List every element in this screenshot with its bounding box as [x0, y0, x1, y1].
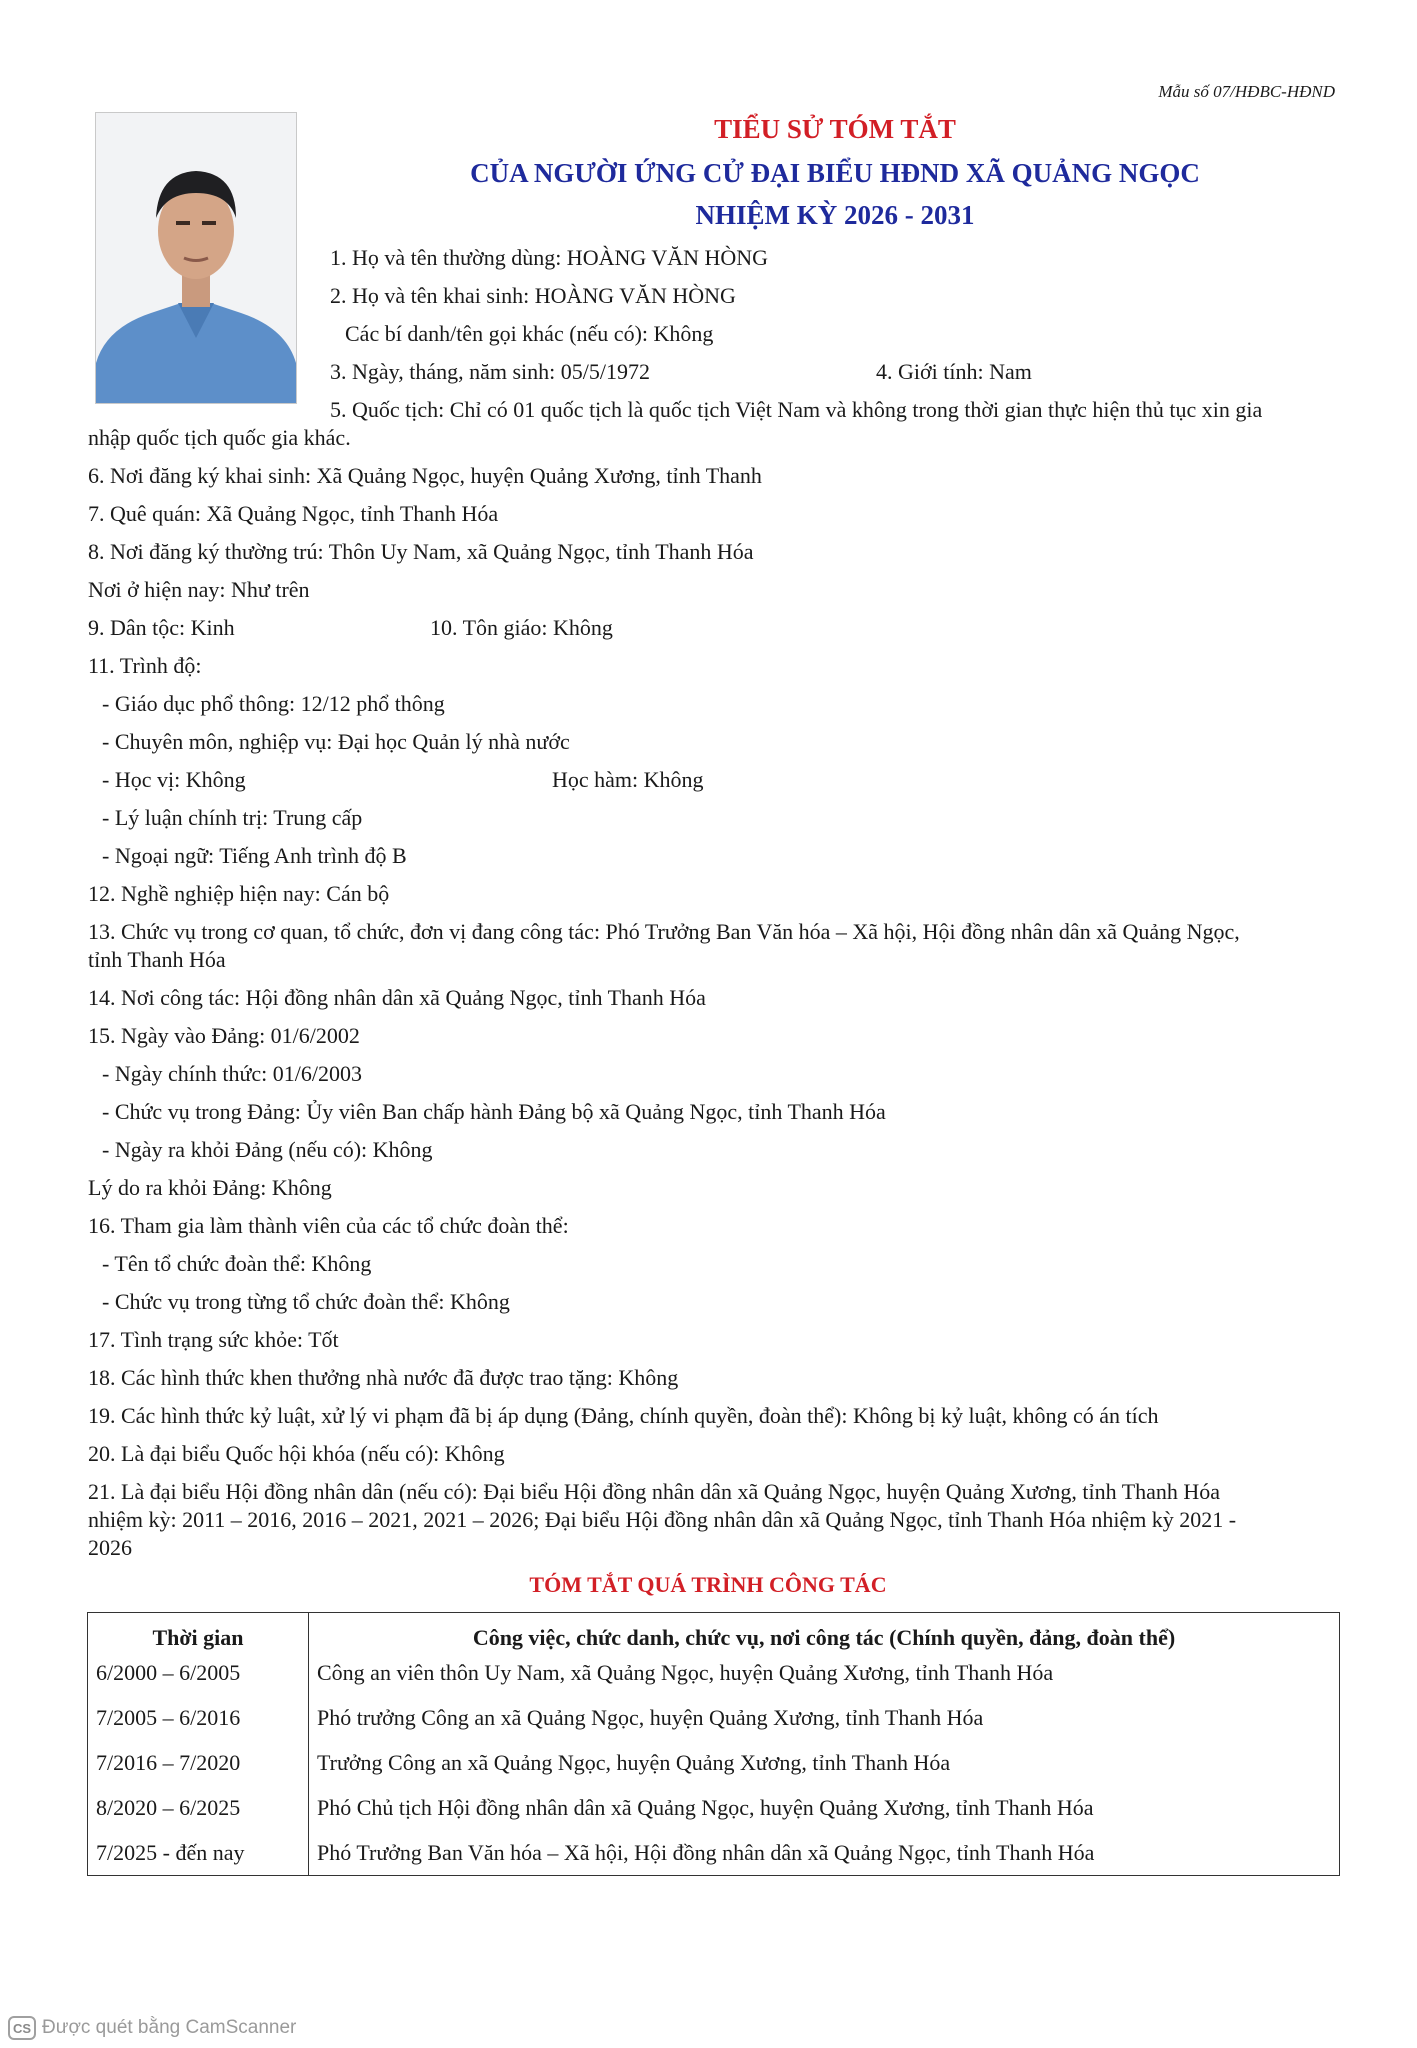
table-row: [88, 1785, 1340, 1830]
row-time: 6/2000 – 6/2005: [88, 1651, 309, 1696]
field-council-delegate-cont: nhiệm kỳ: 2011 – 2016, 2016 – 2021, 2021 – 2026; Đại biểu Hội đồng nhân dân xã Quảng Ngọc, tỉnh Thanh Hóa nhiệm kỳ 2021 -: [88, 1507, 1237, 1532]
field-party-leave-date: - Ngày ra khỏi Đảng (nếu có): Không: [102, 1137, 433, 1162]
watermark-text: Được quét bằng CamScanner: [42, 2017, 297, 2038]
field-organizations: 16. Tham gia làm thành viên của các tổ chức đoàn thể:: [88, 1213, 569, 1238]
field-occupation: 12. Nghề nghiệp hiện nay: Cán bộ: [88, 881, 390, 906]
camscanner-logo-icon: CS: [8, 2016, 36, 2040]
title-line-2: CỦA NGƯỜI ỨNG CỬ ĐẠI BIỂU HĐND XÃ QUẢNG NGỌC: [470, 158, 1200, 188]
field-birth-registration: 6. Nơi đăng ký khai sinh: Xã Quảng Ngọc, huyện Quảng Xương, tỉnh Thanh: [88, 463, 762, 488]
field-gender: 4. Giới tính: Nam: [876, 359, 1032, 384]
row-time: 7/2005 – 6/2016: [88, 1696, 309, 1741]
row-time: 7/2016 – 7/2020: [88, 1741, 309, 1786]
field-party-official-date: - Ngày chính thức: 01/6/2003: [102, 1061, 362, 1086]
camscanner-watermark: [8, 2016, 296, 2040]
table-header-row: [88, 1613, 1340, 1652]
field-awards: 18. Các hình thức khen thưởng nhà nước đã được trao tặng: Không: [88, 1365, 679, 1390]
row-time: 8/2020 – 6/2025: [88, 1785, 309, 1830]
table-row: [88, 1830, 1340, 1875]
field-workplace: 14. Nơi công tác: Hội đồng nhân dân xã Quảng Ngọc, tỉnh Thanh Hóa: [88, 985, 706, 1010]
field-degree: - Học vị: Không: [102, 767, 246, 792]
field-professional: - Chuyên môn, nghiệp vụ: Đại học Quản lý nhà nước: [102, 729, 570, 754]
table-row: [88, 1741, 1340, 1786]
title-line-3: NHIỆM KỲ 2026 - 2031: [695, 200, 975, 230]
field-current-address: Nơi ở hiện nay: Như trên: [88, 577, 310, 602]
field-birth-name: 2. Họ và tên khai sinh: HOÀNG VĂN HÒNG: [330, 283, 736, 308]
field-position-cont: tỉnh Thanh Hóa: [88, 947, 226, 972]
field-aliases: Các bí danh/tên gọi khác (nếu có): Không: [345, 321, 714, 346]
field-organization-role: - Chức vụ trong từng tổ chức đoàn thể: Không: [102, 1289, 510, 1314]
field-party-leave-reason: Lý do ra khỏi Đảng: Không: [88, 1175, 332, 1200]
work-history-title: TÓM TẮT QUÁ TRÌNH CÔNG TÁC: [529, 1572, 887, 1597]
field-health: 17. Tình trạng sức khỏe: Tốt: [88, 1327, 339, 1352]
row-position: Công an viên thôn Uy Nam, xã Quảng Ngọc, huyện Quảng Xương, tỉnh Thanh Hóa: [317, 1660, 1054, 1686]
row-position: Trưởng Công an xã Quảng Ngọc, huyện Quảng Xương, tỉnh Thanh Hóa: [317, 1749, 951, 1775]
field-general-education: - Giáo dục phổ thông: 12/12 phổ thông: [102, 691, 445, 716]
field-ethnicity: 9. Dân tộc: Kinh: [88, 615, 235, 640]
field-academic-title: Học hàm: Không: [552, 767, 704, 792]
header-time: Thời gian: [88, 1613, 309, 1652]
row-position: Phó Chủ tịch Hội đồng nhân dân xã Quảng Ngọc, huyện Quảng Xương, tỉnh Thanh Hóa: [317, 1794, 1094, 1820]
field-party-join-date: 15. Ngày vào Đảng: 01/6/2002: [88, 1023, 360, 1048]
field-discipline: 19. Các hình thức kỷ luật, xử lý vi phạm đã bị áp dụng (Đảng, chính quyền, đoàn thể): Không bị kỷ luật, không có án tích: [88, 1403, 1159, 1428]
work-history-table: [87, 1612, 1340, 1876]
field-nationality: 5. Quốc tịch: Chỉ có 01 quốc tịch là quốc tịch Việt Nam và không trong thời gian thực hiện thủ tục xin gia: [330, 397, 1263, 422]
row-position: Phó trưởng Công an xã Quảng Ngọc, huyện Quảng Xương, tỉnh Thanh Hóa: [317, 1705, 984, 1731]
field-council-delegate: 21. Là đại biểu Hội đồng nhân dân (nếu có): Đại biểu Hội đồng nhân dân xã Quảng Ngọc, huyện Quảng Xương, tỉnh Thanh Hóa: [88, 1479, 1221, 1504]
field-foreign-language: - Ngoại ngữ: Tiếng Anh trình độ B: [102, 843, 407, 868]
field-common-name: 1. Họ và tên thường dùng: HOÀNG VĂN HÒNG: [330, 245, 769, 270]
field-hometown: 7. Quê quán: Xã Quảng Ngọc, tỉnh Thanh Hóa: [88, 501, 499, 526]
field-council-delegate-end: 2026: [88, 1535, 132, 1560]
field-education-heading: 11. Trình độ:: [88, 653, 202, 678]
row-time: 7/2025 - đến nay: [88, 1830, 309, 1875]
title-line-1: TIỂU SỬ TÓM TẮT: [714, 114, 956, 144]
field-organization-name: - Tên tổ chức đoàn thể: Không: [102, 1251, 372, 1276]
field-nationality-cont: nhập quốc tịch quốc gia khác.: [88, 425, 351, 450]
field-religion: 10. Tôn giáo: Không: [430, 615, 613, 640]
header-position: Công việc, chức danh, chức vụ, nơi công tác (Chính quyền, đảng, đoàn thể): [472, 1625, 1176, 1650]
portrait-image: [96, 113, 296, 403]
field-party-position: - Chức vụ trong Đảng: Ủy viên Ban chấp hành Đảng bộ xã Quảng Ngọc, tỉnh Thanh Hóa: [102, 1099, 886, 1124]
field-permanent-residence: 8. Nơi đăng ký thường trú: Thôn Uy Nam, xã Quảng Ngọc, tỉnh Thanh Hóa: [88, 539, 754, 564]
table-row: [88, 1651, 1340, 1696]
table-row: [88, 1696, 1340, 1741]
form-number: Mẫu số 07/HĐBC-HĐND: [1158, 82, 1335, 101]
field-date-of-birth: 3. Ngày, tháng, năm sinh: 05/5/1972: [330, 359, 650, 384]
field-political-theory: - Lý luận chính trị: Trung cấp: [102, 805, 363, 830]
row-position: Phó Trưởng Ban Văn hóa – Xã hội, Hội đồng nhân dân xã Quảng Ngọc, tỉnh Thanh Hóa: [317, 1839, 1095, 1865]
field-national-assembly: 20. Là đại biểu Quốc hội khóa (nếu có): Không: [88, 1441, 505, 1466]
field-position: 13. Chức vụ trong cơ quan, tổ chức, đơn vị đang công tác: Phó Trưởng Ban Văn hóa – Xã hội, Hội đồng nhân dân xã Quảng Ngọc,: [88, 919, 1240, 944]
candidate-photo: [95, 112, 297, 404]
